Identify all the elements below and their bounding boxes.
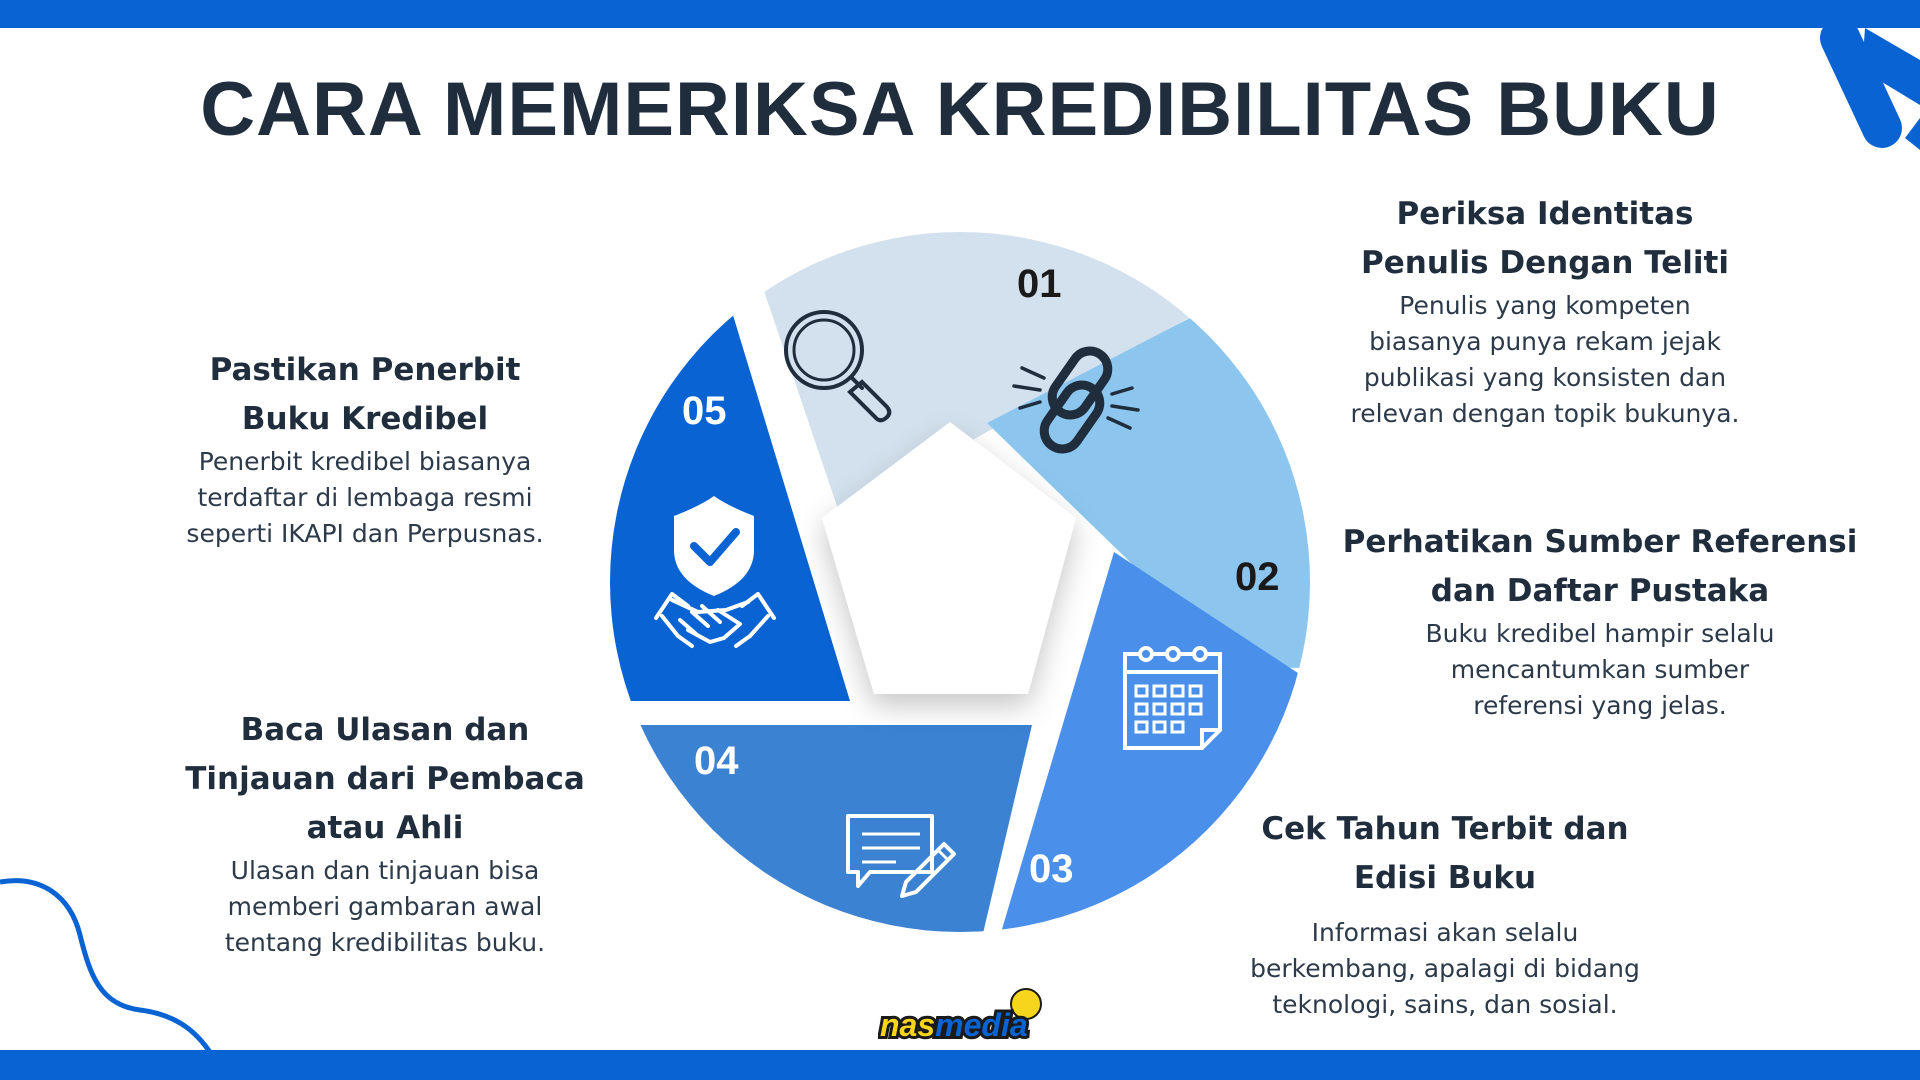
step-3-description: Informasi akan selalu berkembang, apalagi di bidang teknologi, sains, dan sosial. (1250, 918, 1640, 1019)
logo-text-nas: nas (880, 1007, 936, 1043)
step-number-3: 03 (1029, 847, 1074, 891)
step-3-heading: Cek Tahun Terbit dan Edisi Buku (1261, 811, 1629, 896)
step-2-text (1335, 518, 1865, 724)
cycle-diagram (580, 210, 1340, 970)
segment-4 (580, 725, 1032, 970)
nasmedia-logo (878, 988, 1058, 1048)
step-1-heading: Periksa Identitas Penulis Dengan Teliti (1361, 196, 1729, 281)
step-2-description: Buku kredibel hampir selalu mencantumkan sumber referensi yang jelas. (1425, 619, 1775, 720)
bottom-banner-bar (0, 1050, 1920, 1080)
step-number-1: 01 (1017, 262, 1062, 306)
step-1-text (1300, 190, 1790, 432)
step-number-4: 04 (694, 739, 739, 783)
step-5-heading: Pastikan Penerbit Buku Kredibel (209, 352, 521, 437)
step-4-text (155, 706, 615, 961)
step-number-2: 02 (1235, 555, 1280, 599)
step-1-description: Penulis yang kompeten biasanya punya rekam jejak publikasi yang konsisten dan relevan dengan topik bukunya. (1350, 291, 1740, 428)
svg-text:nasmedia (880, 1007, 1028, 1043)
step-5-text (150, 346, 580, 552)
step-5-description: Penerbit kredibel biasanya terdaftar di lembaga resmi seperti IKAPI dan Perpusnas. (186, 447, 544, 548)
cycle-diagram-svg (580, 210, 1340, 970)
page-title: CARA MEMERIKSA KREDIBILITAS BUKU (200, 67, 1720, 152)
logo-text-media: media (935, 1007, 1028, 1043)
step-4-description: Ulasan dan tinjauan bisa memberi gambaran awal tentang kredibilitas buku. (224, 856, 546, 957)
step-4-heading: Baca Ulasan dan Tinjauan dari Pembaca atau Ahli (185, 712, 585, 846)
step-2-heading: Perhatikan Sumber Referensi dan Daftar Pustaka (1342, 524, 1858, 609)
step-number-5: 05 (682, 389, 727, 433)
